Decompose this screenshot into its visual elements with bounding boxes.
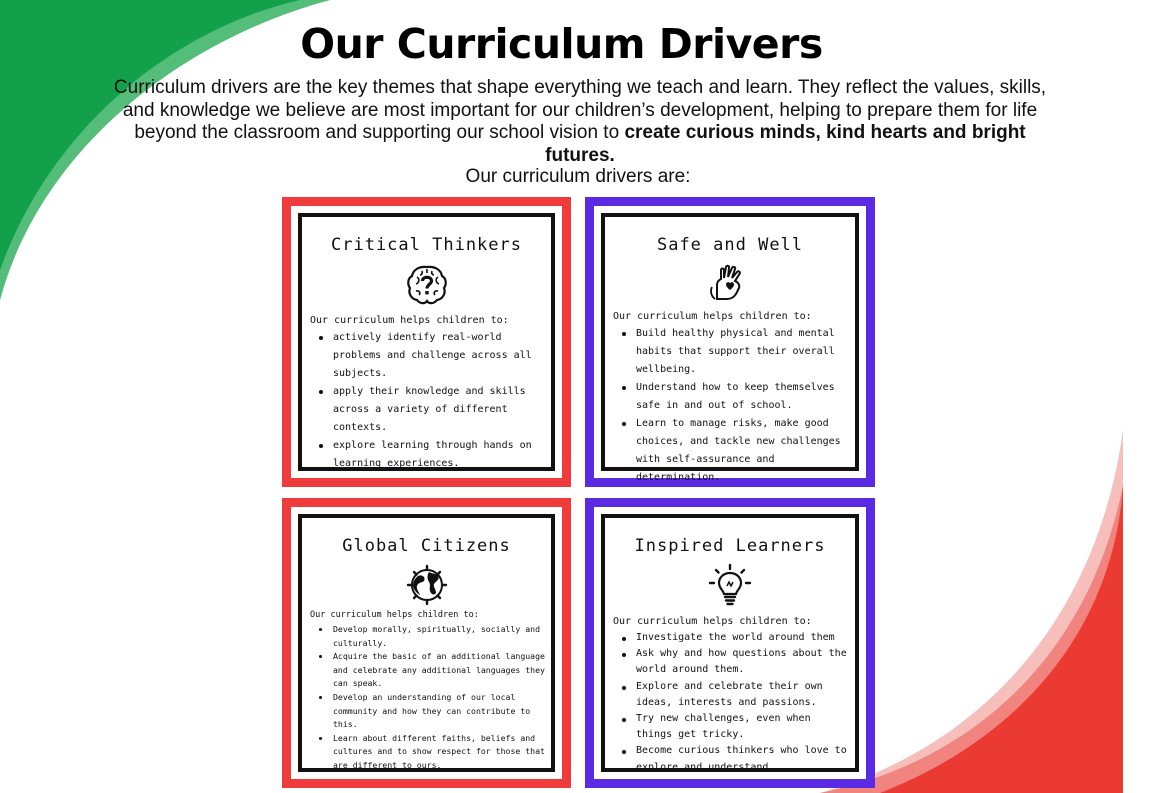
card-list (619, 630, 855, 776)
list-item: Try new challenges, even when things get tricky. (619, 711, 855, 743)
list-item: explore learning through hands on learning experiences. (316, 437, 551, 473)
card-title: Safe and Well (656, 235, 804, 255)
card-title: Critical Thinkers (331, 235, 522, 255)
list-item: Understand how to keep themselves safe in and out of school. (619, 379, 855, 415)
card-safe-and-well (585, 197, 875, 487)
list-item: Acquire the basic of an additional language and celebrate any additional languages they can speak. (316, 650, 551, 691)
list-item: Develop an understanding of our local community and how they can contribute to this. (316, 691, 551, 732)
list-item: Explore and celebrate their own ideas, interests and passions. (619, 679, 855, 711)
card-list (619, 325, 855, 487)
list-item: Develop morally, spiritually, socially and culturally. (316, 623, 551, 650)
card-list (316, 329, 551, 473)
list-item: Learn about different faiths, beliefs and cultures and to show respect for those that are different to ours. (316, 732, 551, 773)
drivers-label: Our curriculum drivers are: (465, 166, 691, 187)
intro-text: Curriculum drivers are the key themes that shape everything we teach and learn. They reflect the values, skills, and knowledge we believe are most important for our children’s development, helping to prepare them for life beyond the classroom and supporting our school vision to (113, 77, 1047, 143)
page-title: Our Curriculum Drivers (300, 20, 823, 68)
card-inspired-learners (585, 498, 875, 788)
heart-hand-icon (709, 263, 751, 303)
card-inner (298, 514, 555, 772)
card-global-citizens (282, 498, 571, 788)
card-lead: Our curriculum helps children to: (310, 610, 479, 620)
intro-vision-bold: create curious minds, kind hearts and bright futures. (545, 122, 1026, 166)
list-item: Learn to manage risks, make good choices, and tackle new challenges with self-assurance and determination. (619, 415, 855, 487)
card-lead: Our curriculum helps children to: (613, 616, 812, 627)
card-lead: Our curriculum helps children to: (613, 311, 812, 322)
brain-question-icon (405, 263, 449, 307)
list-item: actively identify real-world problems and challenge across all subjects. (316, 329, 551, 383)
globe-icon (406, 564, 448, 606)
card-list (316, 623, 551, 773)
card-inner (601, 213, 859, 483)
list-item: Build healthy physical and mental habits that support their overall wellbeing. (619, 325, 855, 379)
card-title: Inspired Learners (634, 536, 826, 556)
list-item: Become curious thinkers who love to explore and understand. (619, 743, 855, 775)
lightbulb-icon (708, 564, 752, 608)
card-title: Global Citizens (342, 536, 511, 556)
list-item: Ask why and how questions about the world around them. (619, 646, 855, 678)
card-critical-thinkers (282, 197, 571, 487)
card-inner (298, 213, 555, 471)
list-item: apply their knowledge and skills across a variety of different contexts. (316, 383, 551, 437)
card-inner (601, 514, 859, 772)
intro-paragraph (100, 77, 1060, 167)
card-lead: Our curriculum helps children to: (310, 315, 509, 326)
list-item: Investigate the world around them (619, 630, 855, 646)
